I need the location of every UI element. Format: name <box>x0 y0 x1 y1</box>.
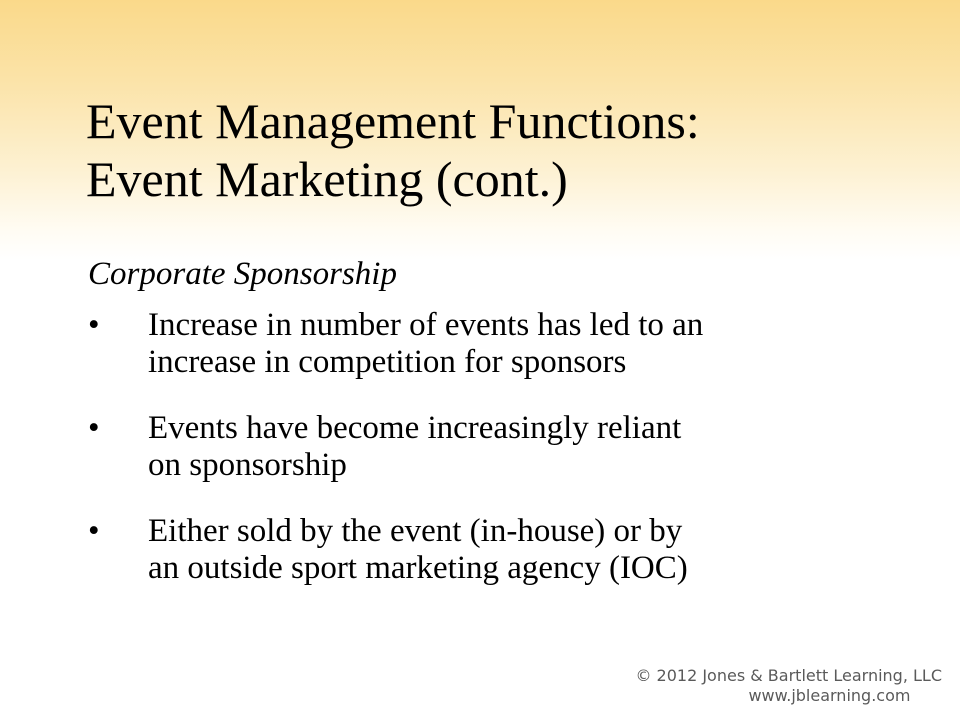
publisher-footer <box>635 666 942 706</box>
bullet-list <box>88 307 888 616</box>
slide-title-line-1: Event Management Functions: <box>86 93 700 149</box>
bullet-item <box>88 410 888 484</box>
bullet-item <box>88 513 888 587</box>
bullet-text-line-2: an outside sport marketing agency (IOC) <box>148 550 688 586</box>
bullet-text-line-1: Increase in number of events has led to an <box>148 307 704 343</box>
slide-title <box>86 92 926 208</box>
slide-subheading: Corporate Sponsorship <box>88 256 397 292</box>
bullet-dot-icon: • <box>88 307 100 343</box>
bullet-dot-icon: • <box>88 513 100 549</box>
publisher-url: www.jblearning.com <box>748 686 911 705</box>
slide-title-line-2: Event Marketing (cont.) <box>86 151 568 207</box>
bullet-item <box>88 307 888 381</box>
bullet-text-line-1: Either sold by the event (in-house) or by <box>148 513 683 549</box>
bullet-text-line-1: Events have become increasingly reliant <box>148 410 682 446</box>
copyright-notice: © 2012 Jones & Bartlett Learning, LLC <box>635 666 942 685</box>
bullet-text-line-2: increase in competition for sponsors <box>148 344 627 380</box>
bullet-text-line-2: on sponsorship <box>148 447 347 483</box>
bullet-dot-icon: • <box>88 410 100 446</box>
